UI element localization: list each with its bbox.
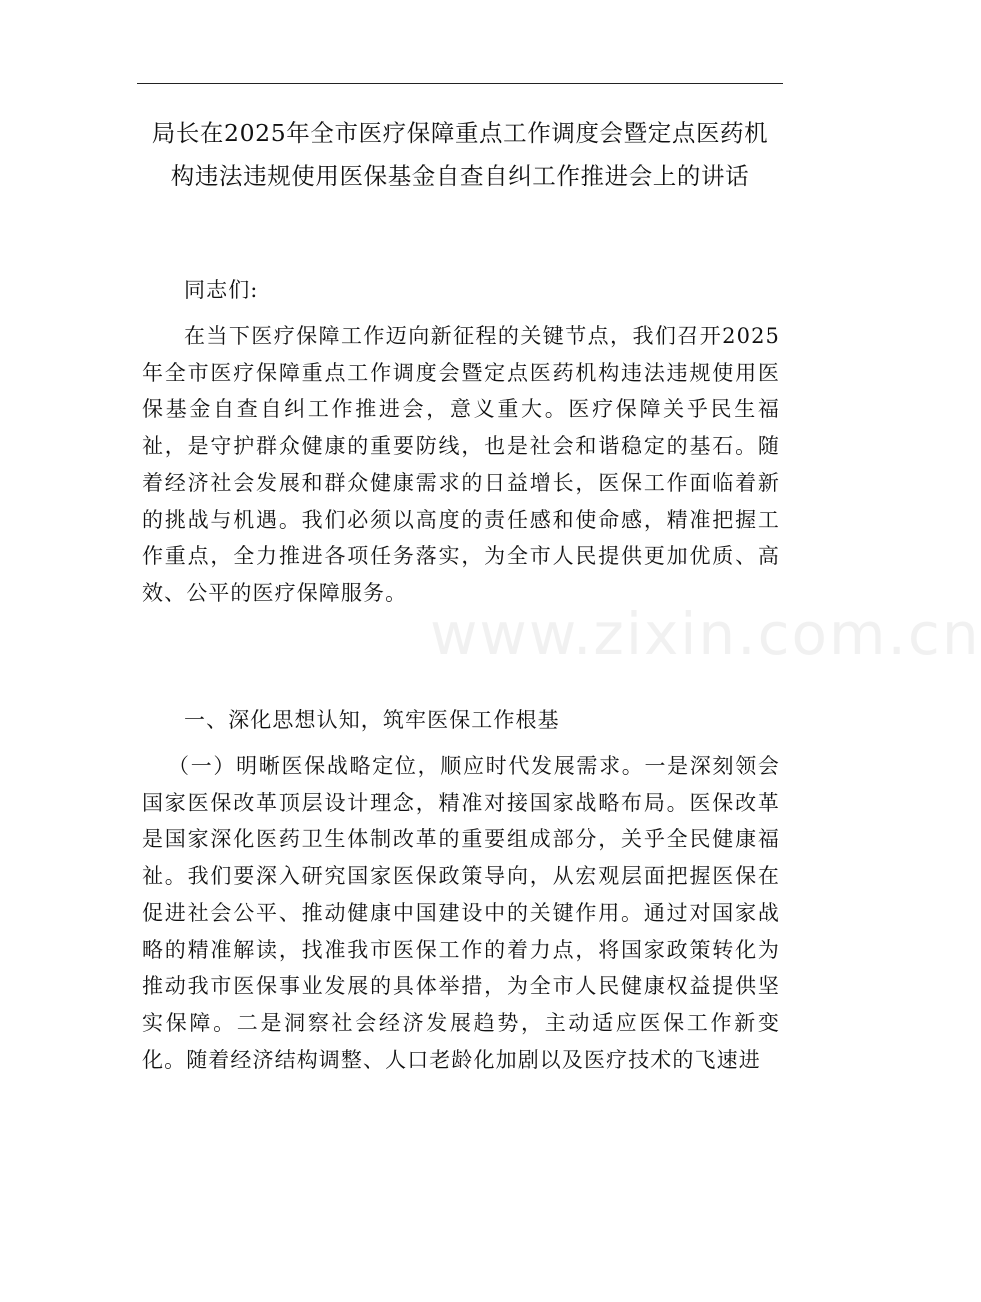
section-heading: 一、深化思想认知，筑牢医保工作根基 — [184, 708, 560, 732]
salutation: 同志们: — [184, 278, 259, 302]
paragraph-intro: 在当下医疗保障工作迈向新征程的关键节点，我们召开2025年全市医疗保障重点工作调度会暨定点医药机构违法违规使用医保基金自查自纠工作推进会，意义重大。医疗保障关乎民生福祉，是守护群众健康的重要防线，也是社会和谐稳定的基石。随着经济社会发展和群众健康需求的日益增长，医保工作面临着新的挑战与机遇。我们必须以高度的责任感和使命感，精准把握工作重点，全力推进各项任务落实，为全市人民提供更加优质、高效、公平的医疗保障服务。 — [142, 324, 780, 605]
document-title: 局长在2025年全市医疗保障重点工作调度会暨定点医药机构违法违规使用医保基金自查自纠工作推进会上的讲话 — [151, 119, 769, 190]
header-rule — [137, 83, 783, 84]
watermark: www.zixin.com.cn — [430, 600, 981, 668]
subsection-paragraph: （一）明晰医保战略定位，顺应时代发展需求。一是深刻领会国家医保改革顶层设计理念，精准对接国家战略布局。医保改革是国家深化医药卫生体制改革的重要组成部分，关乎全民健康福祉。我们要深入研究国家医保政策导向，从宏观层面把握医保在促进社会公平、推动健康中国建设中的关键作用。通过对国家战略的精准解读，找准我市医保工作的着力点，将国家政策转化为推动我市医保事业发展的具体举措，为全市人民健康权益提供坚实保障。二是洞察社会经济发展趋势，主动适应医保工作新变化。随着经济结构调整、人口老龄化加剧以及医疗技术的飞速进 — [142, 754, 780, 1072]
